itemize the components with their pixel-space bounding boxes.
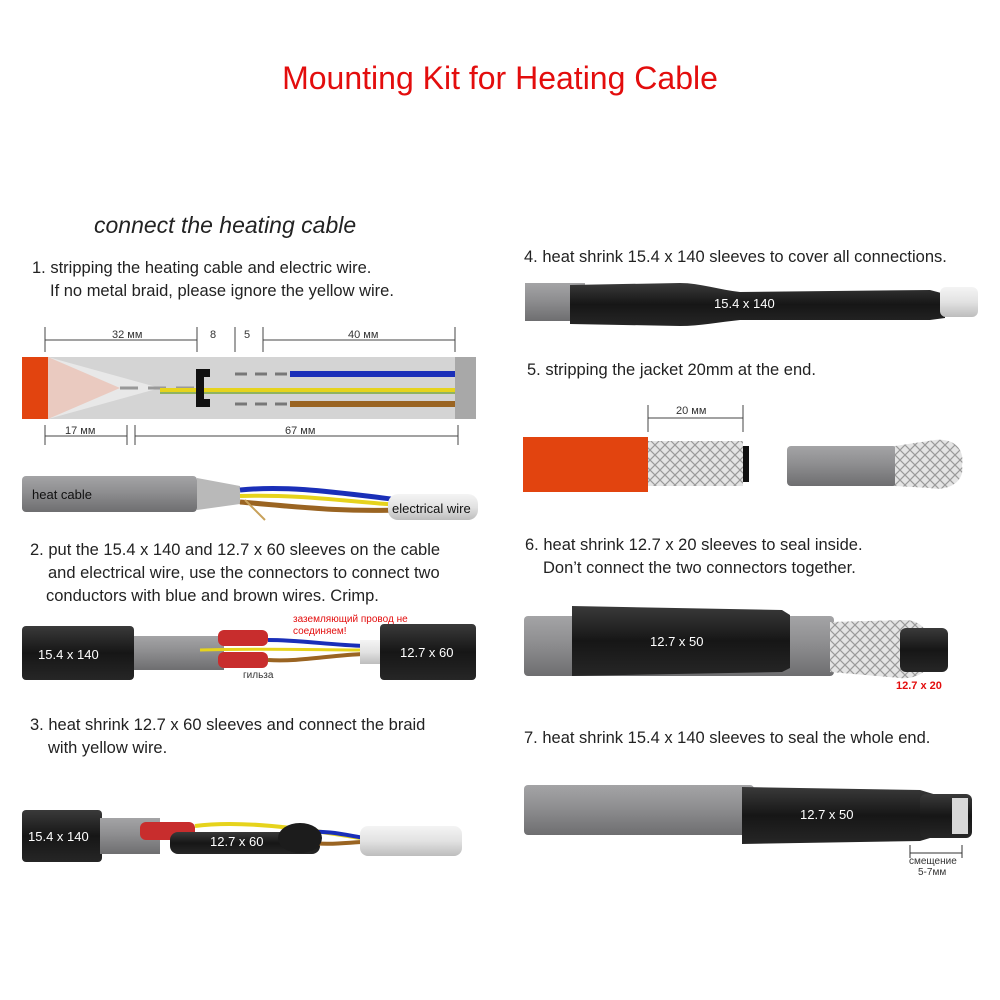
dim-20: 20 мм — [676, 405, 707, 417]
step-3-photo — [22, 810, 462, 862]
step-5-line-1: 5. stripping the jacket 20mm at the end. — [527, 361, 816, 379]
step-2-line-1: 2. put the 15.4 x 140 and 12.7 x 60 sleeves on the cable — [30, 541, 441, 559]
p3-mid-label: 12.7 x 60 — [210, 834, 264, 849]
page-title: Mounting Kit for Heating Cable — [282, 60, 718, 96]
p2-left-label: 15.4 x 140 — [38, 647, 99, 662]
p4-sleeve-label: 15.4 x 140 — [714, 296, 775, 311]
step-1-line-2: If no metal braid, please ignore the yellow wire. — [50, 282, 394, 300]
step-2-line-2: and electrical wire, use the connectors to connect two — [48, 564, 440, 582]
p2-note-line-2: соединяем! — [293, 626, 347, 637]
step-3-line-2: with yellow wire. — [48, 739, 168, 757]
step-7-line-1: 7. heat shrink 15.4 x 140 sleeves to seal the whole end. — [524, 729, 931, 747]
step-1-diagram — [22, 327, 476, 445]
p7-note-line-1: смещение — [909, 856, 957, 867]
dim-32: 32 мм — [112, 329, 143, 341]
p2-right-label: 12.7 x 60 — [400, 645, 454, 660]
step-4-line-1: 4. heat shrink 15.4 x 140 sleeves to cover all connections. — [524, 248, 947, 266]
step-1-photo — [22, 476, 478, 520]
dim-17: 17 мм — [65, 425, 96, 437]
step-5-photo — [787, 440, 963, 489]
step-4-photo — [525, 283, 978, 326]
heat-cable-label: heat cable — [32, 487, 92, 502]
p6-red-label: 12.7 x 20 — [896, 680, 942, 692]
step-1-line-1: 1. stripping the heating cable and electric wire. — [32, 259, 372, 277]
section-subtitle: connect the heating cable — [94, 212, 357, 238]
step-3-line-1: 3. heat shrink 12.7 x 60 sleeves and connect the braid — [30, 716, 426, 734]
step-6-line-1: 6. heat shrink 12.7 x 20 sleeves to seal inside. — [525, 536, 863, 554]
p7-sleeve-label: 12.7 x 50 — [800, 807, 854, 822]
step-7-photo — [524, 785, 972, 878]
p3-left-label: 15.4 x 140 — [28, 829, 89, 844]
step-2-line-3: conductors with blue and brown wires. Crimp. — [46, 587, 379, 605]
p7-note-line-2: 5-7мм — [918, 867, 947, 878]
dim-67: 67 мм — [285, 425, 316, 437]
step-2-photo — [22, 614, 476, 681]
dim-40: 40 мм — [348, 329, 379, 341]
dim-5: 5 — [244, 329, 251, 341]
p2-gilza-label: гильза — [243, 670, 274, 681]
electrical-wire-label: electrical wire — [392, 501, 471, 516]
step-6-photo — [524, 606, 948, 692]
step-5-diagram — [523, 405, 749, 492]
dim-8: 8 — [210, 329, 217, 341]
p6-sleeve-label: 12.7 x 50 — [650, 634, 704, 649]
step-6-line-2: Don’t connect the two connectors together. — [543, 559, 856, 577]
p2-note-line-1: заземляющий провод не — [293, 614, 408, 625]
